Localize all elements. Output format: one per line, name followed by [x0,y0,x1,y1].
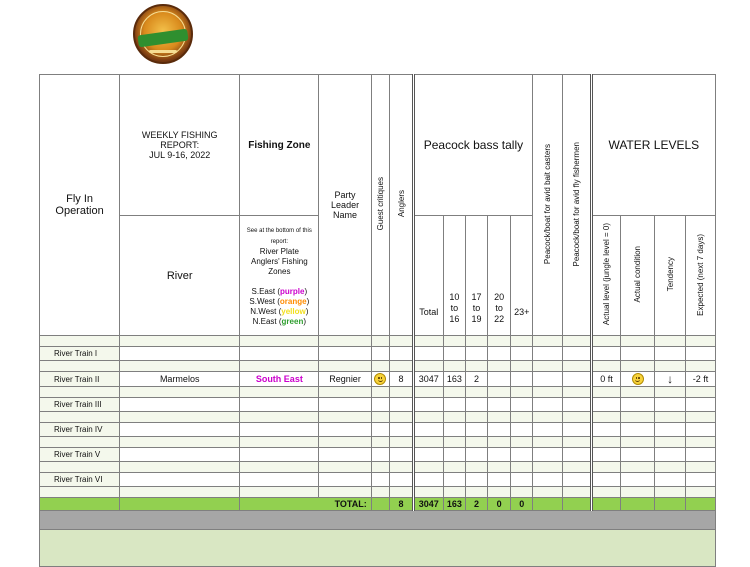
actual-level-header: Actual level (jungle level = 0) [591,216,621,336]
separator-row [40,462,716,473]
tendency-arrow: ↓ [655,372,686,387]
operation-name: River Train IV [40,423,120,437]
total-row [40,498,716,511]
expected-header: Expected (next 7 days) [686,216,716,336]
actual-condition [621,423,655,437]
separator-row [40,361,716,372]
total-23-plus: 0 [511,498,533,511]
fly-fishermen-value [562,398,591,412]
table-row [40,372,716,387]
report-title: WEEKLY FISHING REPORT: JUL 9-16, 2022 [120,75,240,216]
fish-20-22 [487,372,511,387]
range-20-22-header: 20 to 22 [487,216,511,336]
bait-casters-value [533,473,563,487]
anglers-count [390,448,414,462]
table-row [40,473,716,487]
actual-condition-header: Actual condition [621,216,655,336]
table-row [40,448,716,462]
fish-23-plus [511,398,533,412]
fish-17-19 [466,347,488,361]
party-leader [319,423,371,437]
anglers-header: Anglers [390,75,414,336]
guest-critique [371,473,389,487]
river-name [120,448,240,462]
bait-casters-value [533,347,563,361]
fishing-zone [240,347,319,361]
total-10-16: 163 [443,498,466,511]
guest-critique [371,448,389,462]
fish-23-plus [511,372,533,387]
fishing-zone-header: Fishing Zone [240,75,319,216]
table-row [40,423,716,437]
separator-row [40,487,716,498]
river-name [120,398,240,412]
expected-level [686,423,716,437]
guest-critique [371,423,389,437]
fish-total [413,398,443,412]
tendency-arrow [655,473,686,487]
separator-row [40,336,716,347]
fly-fishermen-value [562,423,591,437]
total-anglers: 8 [390,498,414,511]
fly-fishermen-value [562,372,591,387]
total-col-header: Total [413,216,443,336]
table-row [40,398,716,412]
actual-condition [621,372,655,387]
actual-level [591,473,621,487]
fish-total [413,473,443,487]
operation-name: River Train I [40,347,120,361]
fish-total [413,347,443,361]
fish-10-16 [443,398,466,412]
anglers-count [390,347,414,361]
gray-band [40,511,716,530]
separator-row [40,387,716,398]
fish-23-plus [511,473,533,487]
total-17-19: 2 [466,498,488,511]
operation-name: River Train III [40,398,120,412]
bait-casters-header: Peacock/boat for avid bait casters [533,75,563,336]
actual-level: 0 ft [591,372,621,387]
operation-name: River Train II [40,372,120,387]
actual-level [591,448,621,462]
zone-legend: See at the bottom of this report: River Plate Anglers' Fishing Zones S.East (purple) S.West (orange) N.West (yellow) N.East (green) [240,216,319,336]
guest-critique [371,347,389,361]
tendency-arrow [655,448,686,462]
operation-name: River Train V [40,448,120,462]
fish-10-16 [443,347,466,361]
smiley-icon [374,373,386,385]
expected-level [686,448,716,462]
fish-23-plus [511,448,533,462]
fishing-zone [240,448,319,462]
fish-total [413,448,443,462]
river-name [120,423,240,437]
bait-casters-value [533,398,563,412]
fly-fishermen-value [562,473,591,487]
fish-20-22 [487,448,511,462]
party-leader-header: Party Leader Name [319,75,371,336]
fish-total [413,423,443,437]
guest-critiques-header: Guest critiques [371,75,389,336]
table-row [40,347,716,361]
guest-critique [371,372,389,387]
operation-name: River Train VI [40,473,120,487]
fish-23-plus [511,423,533,437]
fly-fishermen-value [562,347,591,361]
party-leader [319,448,371,462]
party-leader [319,347,371,361]
actual-condition [621,448,655,462]
party-leader [319,398,371,412]
party-leader: Regnier [319,372,371,387]
river-plate-anglers-logo [133,4,193,64]
bait-casters-value [533,423,563,437]
tendency-arrow [655,423,686,437]
fishing-zone [240,473,319,487]
river-header: River [120,216,240,336]
range-10-16-header: 10 to 16 [443,216,466,336]
actual-condition [621,398,655,412]
fish-17-19 [466,398,488,412]
fish-20-22 [487,473,511,487]
range-23-plus-header: 23+ [511,216,533,336]
range-17-19-header: 17 to 19 [466,216,488,336]
fish-20-22 [487,398,511,412]
total-label: TOTAL: [240,498,371,511]
bait-casters-value [533,448,563,462]
expected-level: -2 ft [686,372,716,387]
actual-level [591,347,621,361]
smiley-icon [632,373,644,385]
river-name [120,473,240,487]
fish-20-22 [487,423,511,437]
expected-level [686,347,716,361]
fish-23-plus [511,347,533,361]
fishing-zone: South East [240,372,319,387]
anglers-count [390,473,414,487]
tendency-arrow [655,347,686,361]
fish-17-19: 2 [466,372,488,387]
separator-row [40,437,716,448]
expected-level [686,398,716,412]
water-levels-header: WATER LEVELS [591,75,715,216]
fish-10-16 [443,473,466,487]
fishing-report-table [39,74,716,567]
anglers-count: 8 [390,372,414,387]
fish-10-16 [443,423,466,437]
fly-fishermen-header: Peacock/boat for avid fly fishermen [562,75,591,336]
peacock-tally-header: Peacock bass tally [413,75,532,216]
fish-17-19 [466,448,488,462]
fishing-zone [240,398,319,412]
river-name: Marmelos [120,372,240,387]
guest-critique [371,398,389,412]
fly-fishermen-value [562,448,591,462]
expected-level [686,473,716,487]
anglers-count [390,398,414,412]
anglers-count [390,423,414,437]
fish-17-19 [466,473,488,487]
actual-level [591,423,621,437]
fish-10-16 [443,448,466,462]
tendency-arrow [655,398,686,412]
tendency-header: Tendency [655,216,686,336]
fly-in-operation-header: Fly In Operation [40,75,120,336]
footer-band [40,530,716,567]
actual-condition [621,347,655,361]
river-name [120,347,240,361]
fish-17-19 [466,423,488,437]
actual-level [591,398,621,412]
fish-total: 3047 [413,372,443,387]
total-20-22: 0 [487,498,511,511]
party-leader [319,473,371,487]
bait-casters-value [533,372,563,387]
fish-10-16: 163 [443,372,466,387]
actual-condition [621,473,655,487]
fish-20-22 [487,347,511,361]
total-fish: 3047 [413,498,443,511]
separator-row [40,412,716,423]
fishing-zone [240,423,319,437]
